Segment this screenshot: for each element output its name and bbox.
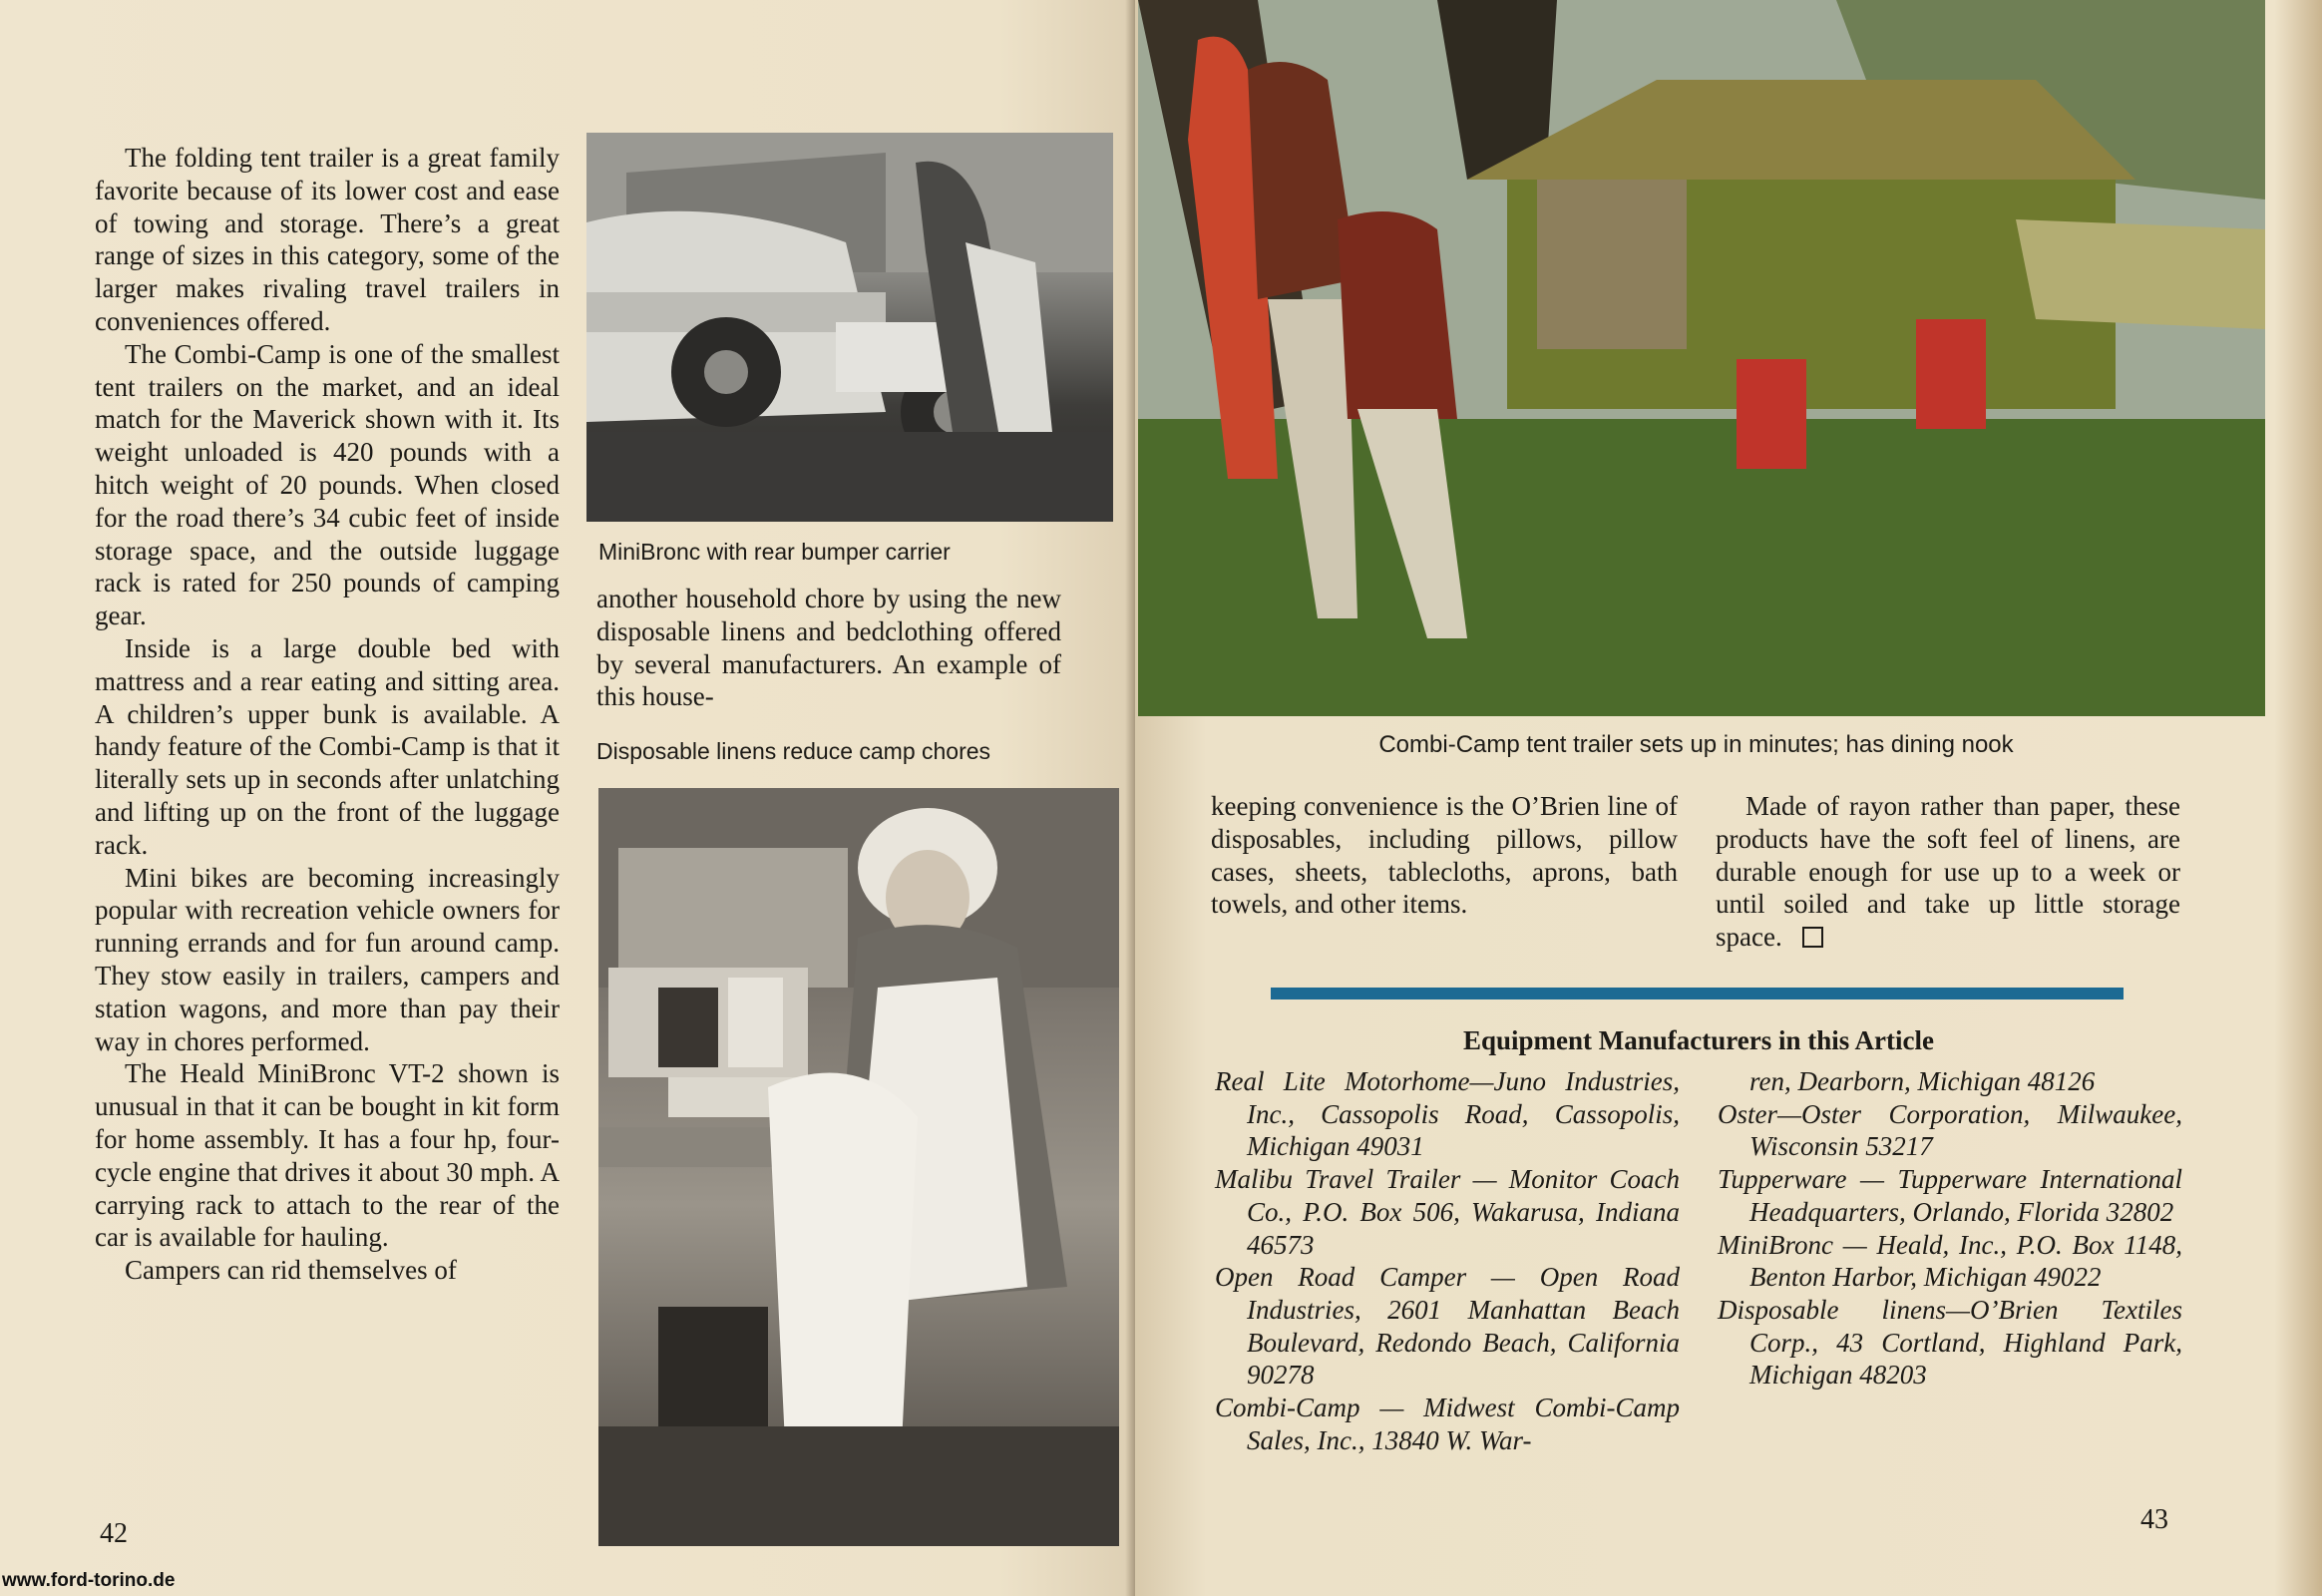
manufacturer-entry: Tupperware — Tupperware International Headquarters, Orlando, Florida 32802 xyxy=(1718,1164,2182,1227)
paragraph: Campers can rid themselves of xyxy=(125,1255,457,1286)
linens-caption: Disposable linens reduce camp chores xyxy=(596,738,991,764)
manufacturer-entry: Real Lite Motorhome—Juno Industries, Inc., Cassopolis Road, Cassopolis, Michigan 49031 xyxy=(1215,1066,1680,1162)
paragraph: Inside is a large double bed with mattress and a rear eating and sitting area. A children’s upper bunk is available. A handy feature of the Combi-Camp is that it literally sets up in seconds after unlatching and lifting up on the front of the luggage rack. xyxy=(95,632,560,860)
right-article-column-2 xyxy=(1716,790,2180,954)
manufacturer-entry: ren, Dearborn, Michigan 48126 xyxy=(1749,1066,2096,1096)
end-of-article-box-icon xyxy=(1802,927,1823,948)
manufacturers-column-1 xyxy=(1215,1065,1680,1456)
middle-article-column xyxy=(596,583,1061,713)
minibronc-caption: MiniBronc with rear bumper carrier xyxy=(598,539,951,565)
paragraph: The Heald MiniBronc VT-2 shown is unusual in that it can be bought in kit form for home assembly. It has a four hp, four-cycle engine that drives it about 30 mph. A carrying rack to attach to the rear of the car is available for hauling. xyxy=(95,1058,560,1253)
paragraph: Mini bikes are becoming increasingly popular with recreation vehicle owners for running errands and for fun around camp. They stow easily in trailers, campers and station wagons, and more than pay their way in chores performed. xyxy=(95,862,560,1056)
manufacturer-entry: Disposable linens—O’Brien Textiles Corp., 43 Cortland, Highland Park, Michigan 48203 xyxy=(1718,1294,2182,1391)
watermark-url: www.ford-torino.de xyxy=(2,1570,176,1591)
manufacturers-heading: Equipment Manufacturers in this Article xyxy=(1463,1025,1934,1055)
left-page xyxy=(0,0,1135,1596)
minibronc-photo xyxy=(586,133,1113,522)
combicamp-photo xyxy=(1138,0,2265,716)
linens-photo xyxy=(598,788,1119,1546)
manufacturer-entry: Open Road Camper — Open Road Industries, 2601 Manhattan Beach Boulevard, Redondo Beach, California 90278 xyxy=(1215,1262,1680,1391)
manufacturer-entry: MiniBronc — Heald, Inc., P.O. Box 1148, Benton Harbor, Michigan 49022 xyxy=(1718,1229,2182,1293)
divider-rule xyxy=(1271,988,2124,999)
manufacturer-entry: Oster—Oster Corporation, Milwaukee, Wisconsin 53217 xyxy=(1718,1098,2182,1162)
right-article-column-1 xyxy=(1211,790,1678,921)
paragraph: another household chore by using the new disposable linens and bedclothing offered by several manufacturers. An example of this house- xyxy=(596,584,1061,712)
page-number: 42 xyxy=(100,1518,128,1549)
page-number: 43 xyxy=(2140,1504,2168,1535)
paragraph-text: Made of rayon rather than paper, these products have the soft feel of linens, are durable enough for use up to a week or until soiled and take up little storage space. xyxy=(1716,791,2180,953)
left-article-column xyxy=(95,142,560,1287)
manufacturer-entry: Malibu Travel Trailer — Monitor Coach Co., P.O. Box 506, Wakarusa, Indiana 46573 xyxy=(1215,1164,1680,1260)
paragraph: The folding tent trailer is a great family favorite because of its lower cost and ease of towing and storage. There’s a great range of sizes in this category, some of the larger makes rivaling travel trailers in conveniences offered. xyxy=(95,143,560,336)
paragraph xyxy=(1716,790,2180,954)
manufacturer-entry: Combi-Camp — Midwest Combi-Camp Sales, Inc., 13840 W. War- xyxy=(1215,1393,1680,1455)
paragraph: keeping convenience is the O’Brien line of disposables, including pillows, pillow cases, sheets, tablecloths, aprons, bath towels, and other items. xyxy=(1211,791,1678,920)
manufacturers-column-2 xyxy=(1718,1065,2182,1392)
paragraph: The Combi-Camp is one of the smallest tent trailers on the market, and an ideal match for the Maverick shown with it. Its weight unloaded is 420 pounds with a hitch weight of 20 pounds. When closed for the road there’s 34 cubic feet of inside storage space, and the outside luggage rack is rated for 250 pounds of camping gear. xyxy=(95,338,560,631)
combicamp-caption: Combi-Camp tent trailer sets up in minutes; has dining nook xyxy=(1378,731,2014,758)
